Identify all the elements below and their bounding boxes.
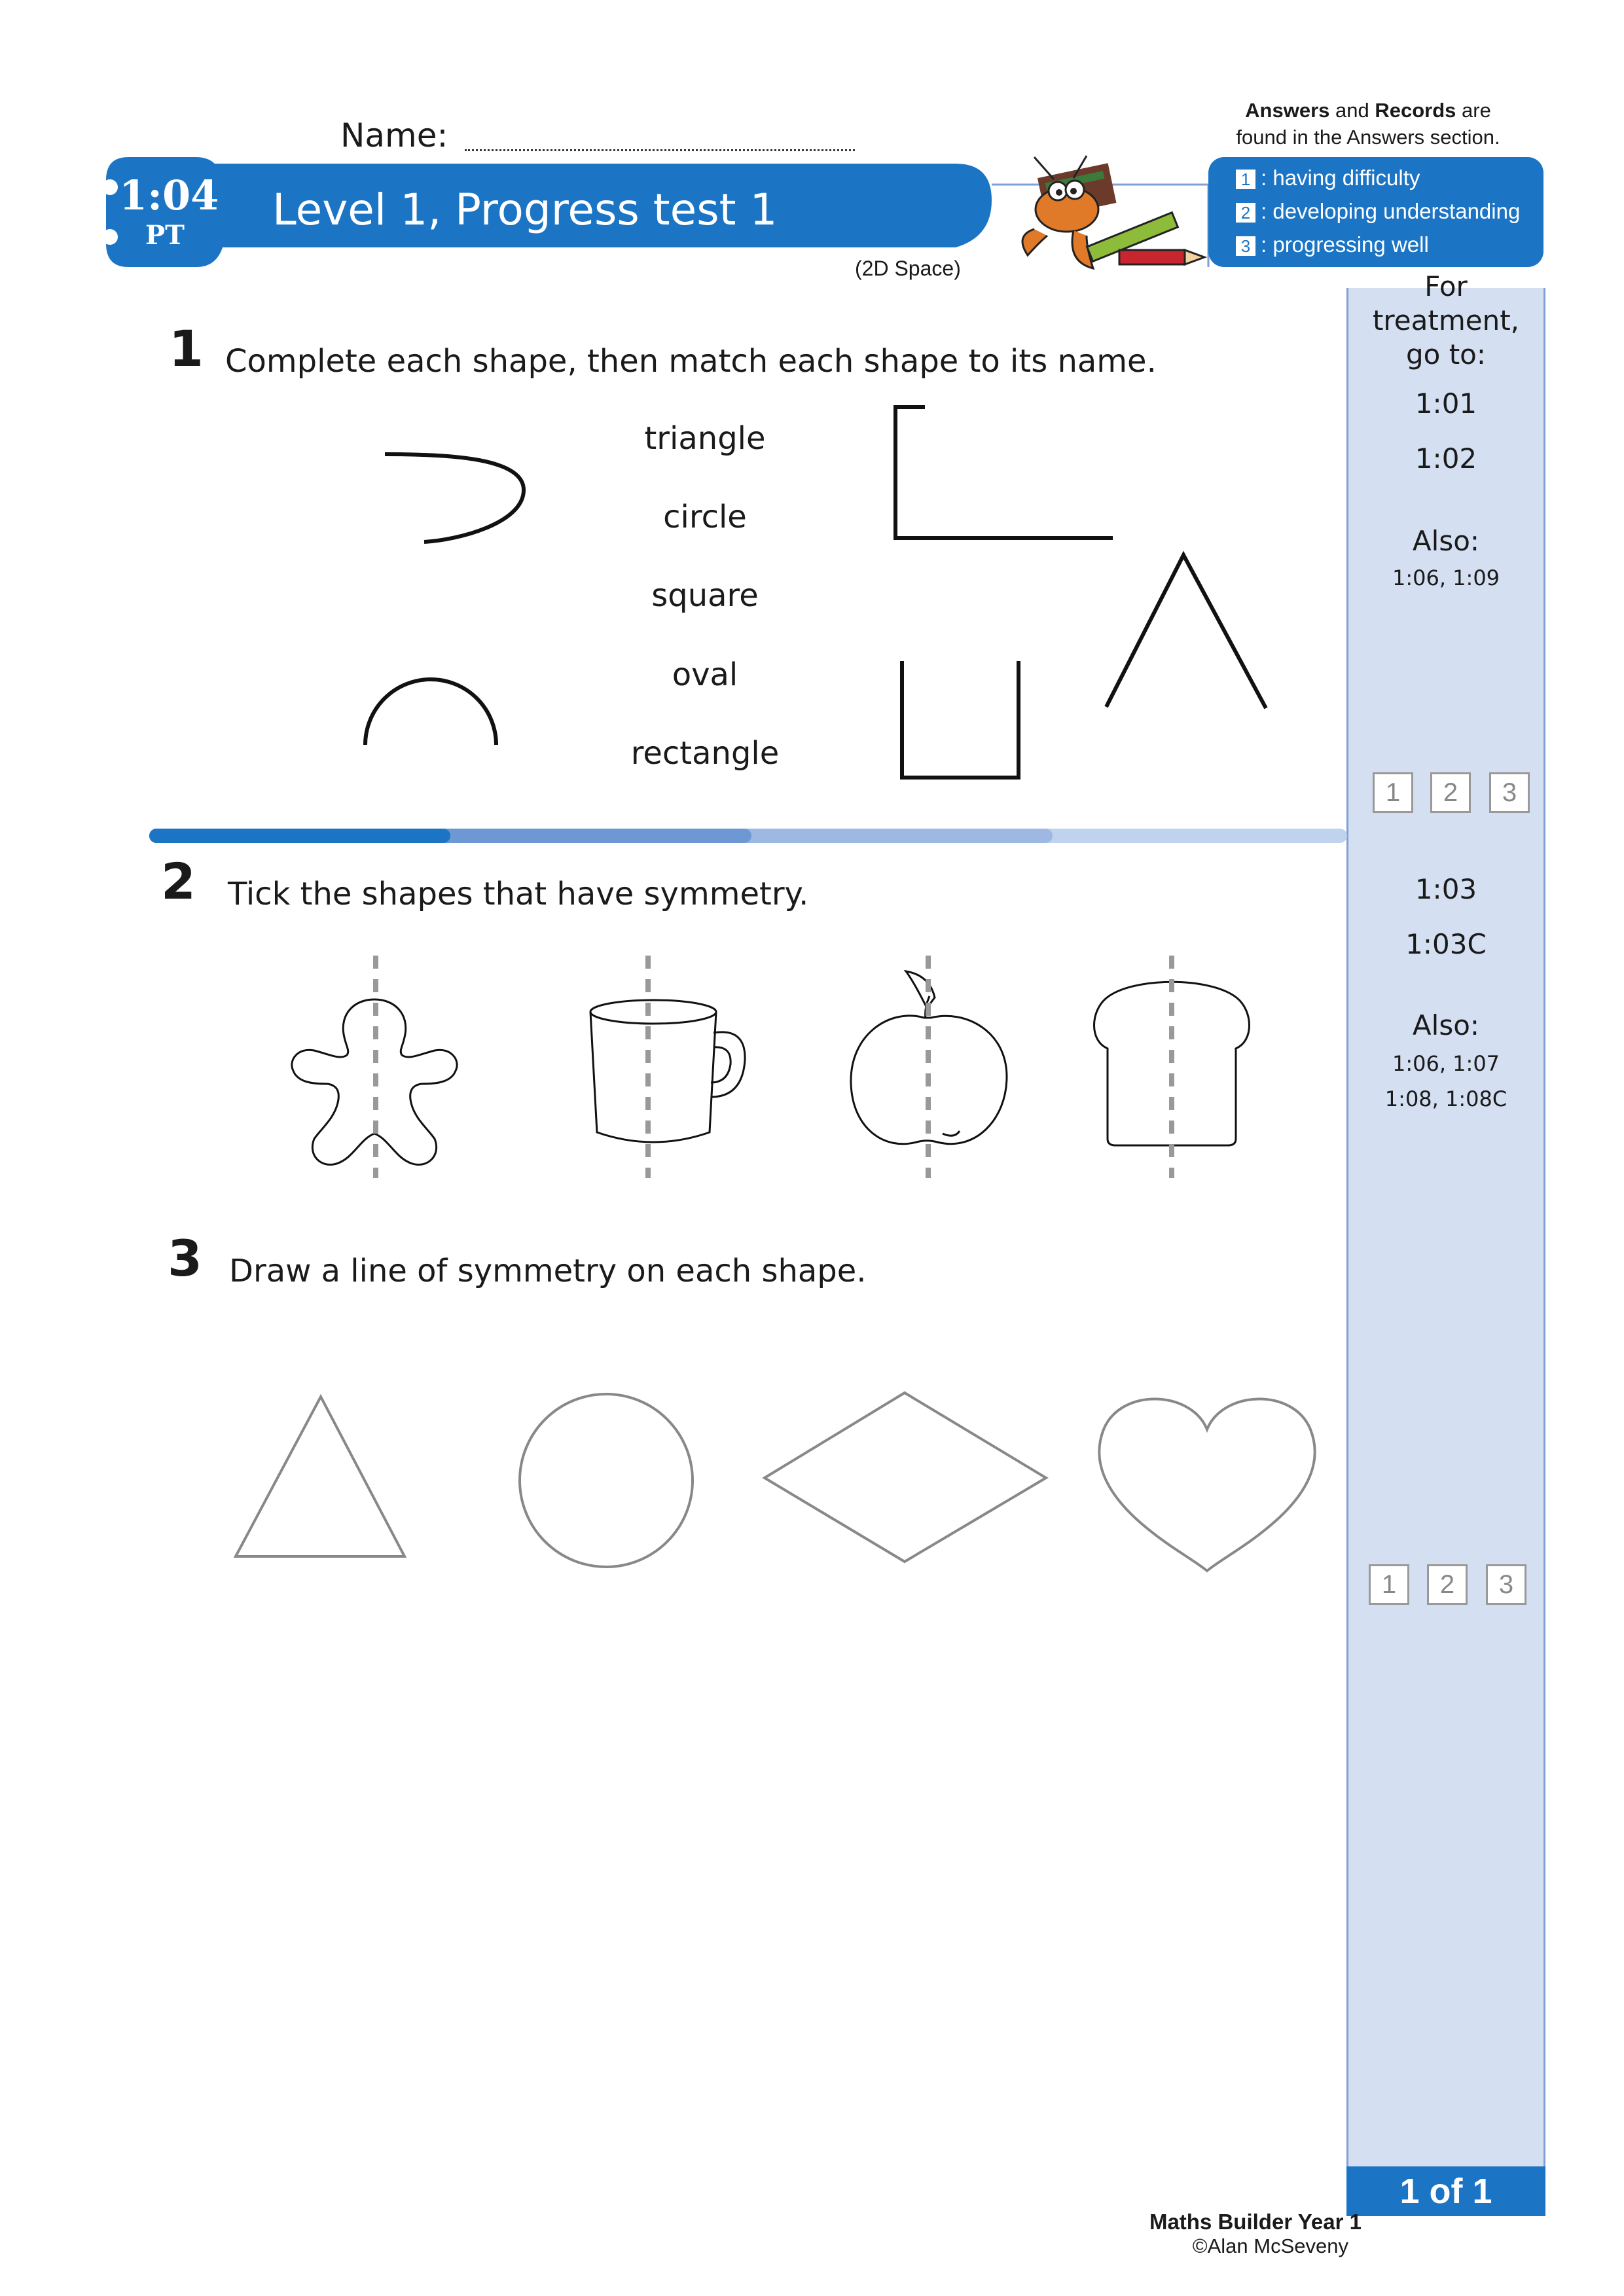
shape-name-oval: oval (672, 656, 738, 693)
partial-triangle (1106, 555, 1266, 708)
legend-item-1: 1 : having difficulty (1236, 165, 1420, 191)
also-label-q1: Also: (1412, 525, 1480, 557)
section-divider (149, 829, 1347, 848)
question-1-text: Complete each shape, then match each shape to its name. (225, 343, 1157, 380)
shape-name-triangle: triangle (644, 420, 766, 457)
legend-item-3: 3 : progressing well (1236, 232, 1429, 258)
q3-shapes (0, 1374, 1346, 1636)
activity-code: 1:04 (119, 171, 219, 219)
treatment-link-q1-a[interactable]: 1:01 (1415, 387, 1477, 420)
also-label-q2: Also: (1412, 1009, 1480, 1041)
partial-oval (385, 454, 524, 542)
page-subtitle: (2D Space) (855, 257, 961, 280)
page-title: Level 1, Progress test 1 (272, 185, 778, 235)
page-indicator: 1 of 1 (1346, 2166, 1545, 2216)
question-1-number: 1 (169, 319, 204, 378)
score-box-q2-3[interactable]: 3 (1486, 1564, 1526, 1605)
rhombus-shape (765, 1393, 1046, 1562)
footer-book: Maths Builder Year 1 (1149, 2210, 1362, 2234)
also-links-q1: 1:06, 1:09 (1392, 565, 1500, 590)
shape-name-square: square (651, 577, 759, 614)
treatment-link-q1-b[interactable]: 1:02 (1415, 442, 1477, 475)
question-3-text: Draw a line of symmetry on each shape. (229, 1253, 867, 1289)
score-box-q2-1[interactable]: 1 (1369, 1564, 1409, 1605)
score-box-q1-2[interactable]: 2 (1430, 772, 1471, 813)
q1-incomplete-shapes (0, 0, 1346, 851)
activity-code-suffix: PT (145, 220, 185, 251)
shape-name-circle: circle (663, 499, 747, 535)
score-box-q1-3[interactable]: 3 (1489, 772, 1530, 813)
treatment-heading: For treatment, go to: (1372, 270, 1520, 370)
name-label: Name: (340, 117, 448, 154)
shape-name-rectangle: rectangle (630, 735, 780, 772)
partial-circle (365, 679, 496, 745)
score-box-q1-1[interactable]: 1 (1373, 772, 1413, 813)
question-2-number: 2 (161, 852, 196, 910)
q2-symmetry-shapes (0, 942, 1346, 1270)
also-links-q2-line1: 1:06, 1:07 (1392, 1051, 1500, 1076)
circle-shape (520, 1394, 693, 1567)
score-box-q2-2[interactable]: 2 (1427, 1564, 1468, 1605)
symmetry-dashed-lines (376, 956, 1172, 1178)
mug-icon (590, 1000, 745, 1142)
heart-shape (1099, 1399, 1314, 1571)
question-3-number: 3 (168, 1229, 202, 1287)
also-links-q2-line2: 1:08, 1:08C (1384, 1086, 1507, 1111)
treatment-link-q2-a[interactable]: 1:03 (1415, 873, 1477, 905)
legend-item-2: 2 : developing understanding (1236, 198, 1520, 224)
partial-square (902, 661, 1019, 778)
partial-rectangle (895, 407, 1113, 538)
treatment-link-q2-b[interactable]: 1:03C (1405, 928, 1487, 960)
question-2-text: Tick the shapes that have symmetry. (228, 876, 809, 912)
footer-copyright: ©Alan McSeveny (1192, 2234, 1348, 2257)
triangle-shape (236, 1397, 405, 1556)
answers-note: Answers and Records are found in the Answers section. (1236, 99, 1500, 149)
